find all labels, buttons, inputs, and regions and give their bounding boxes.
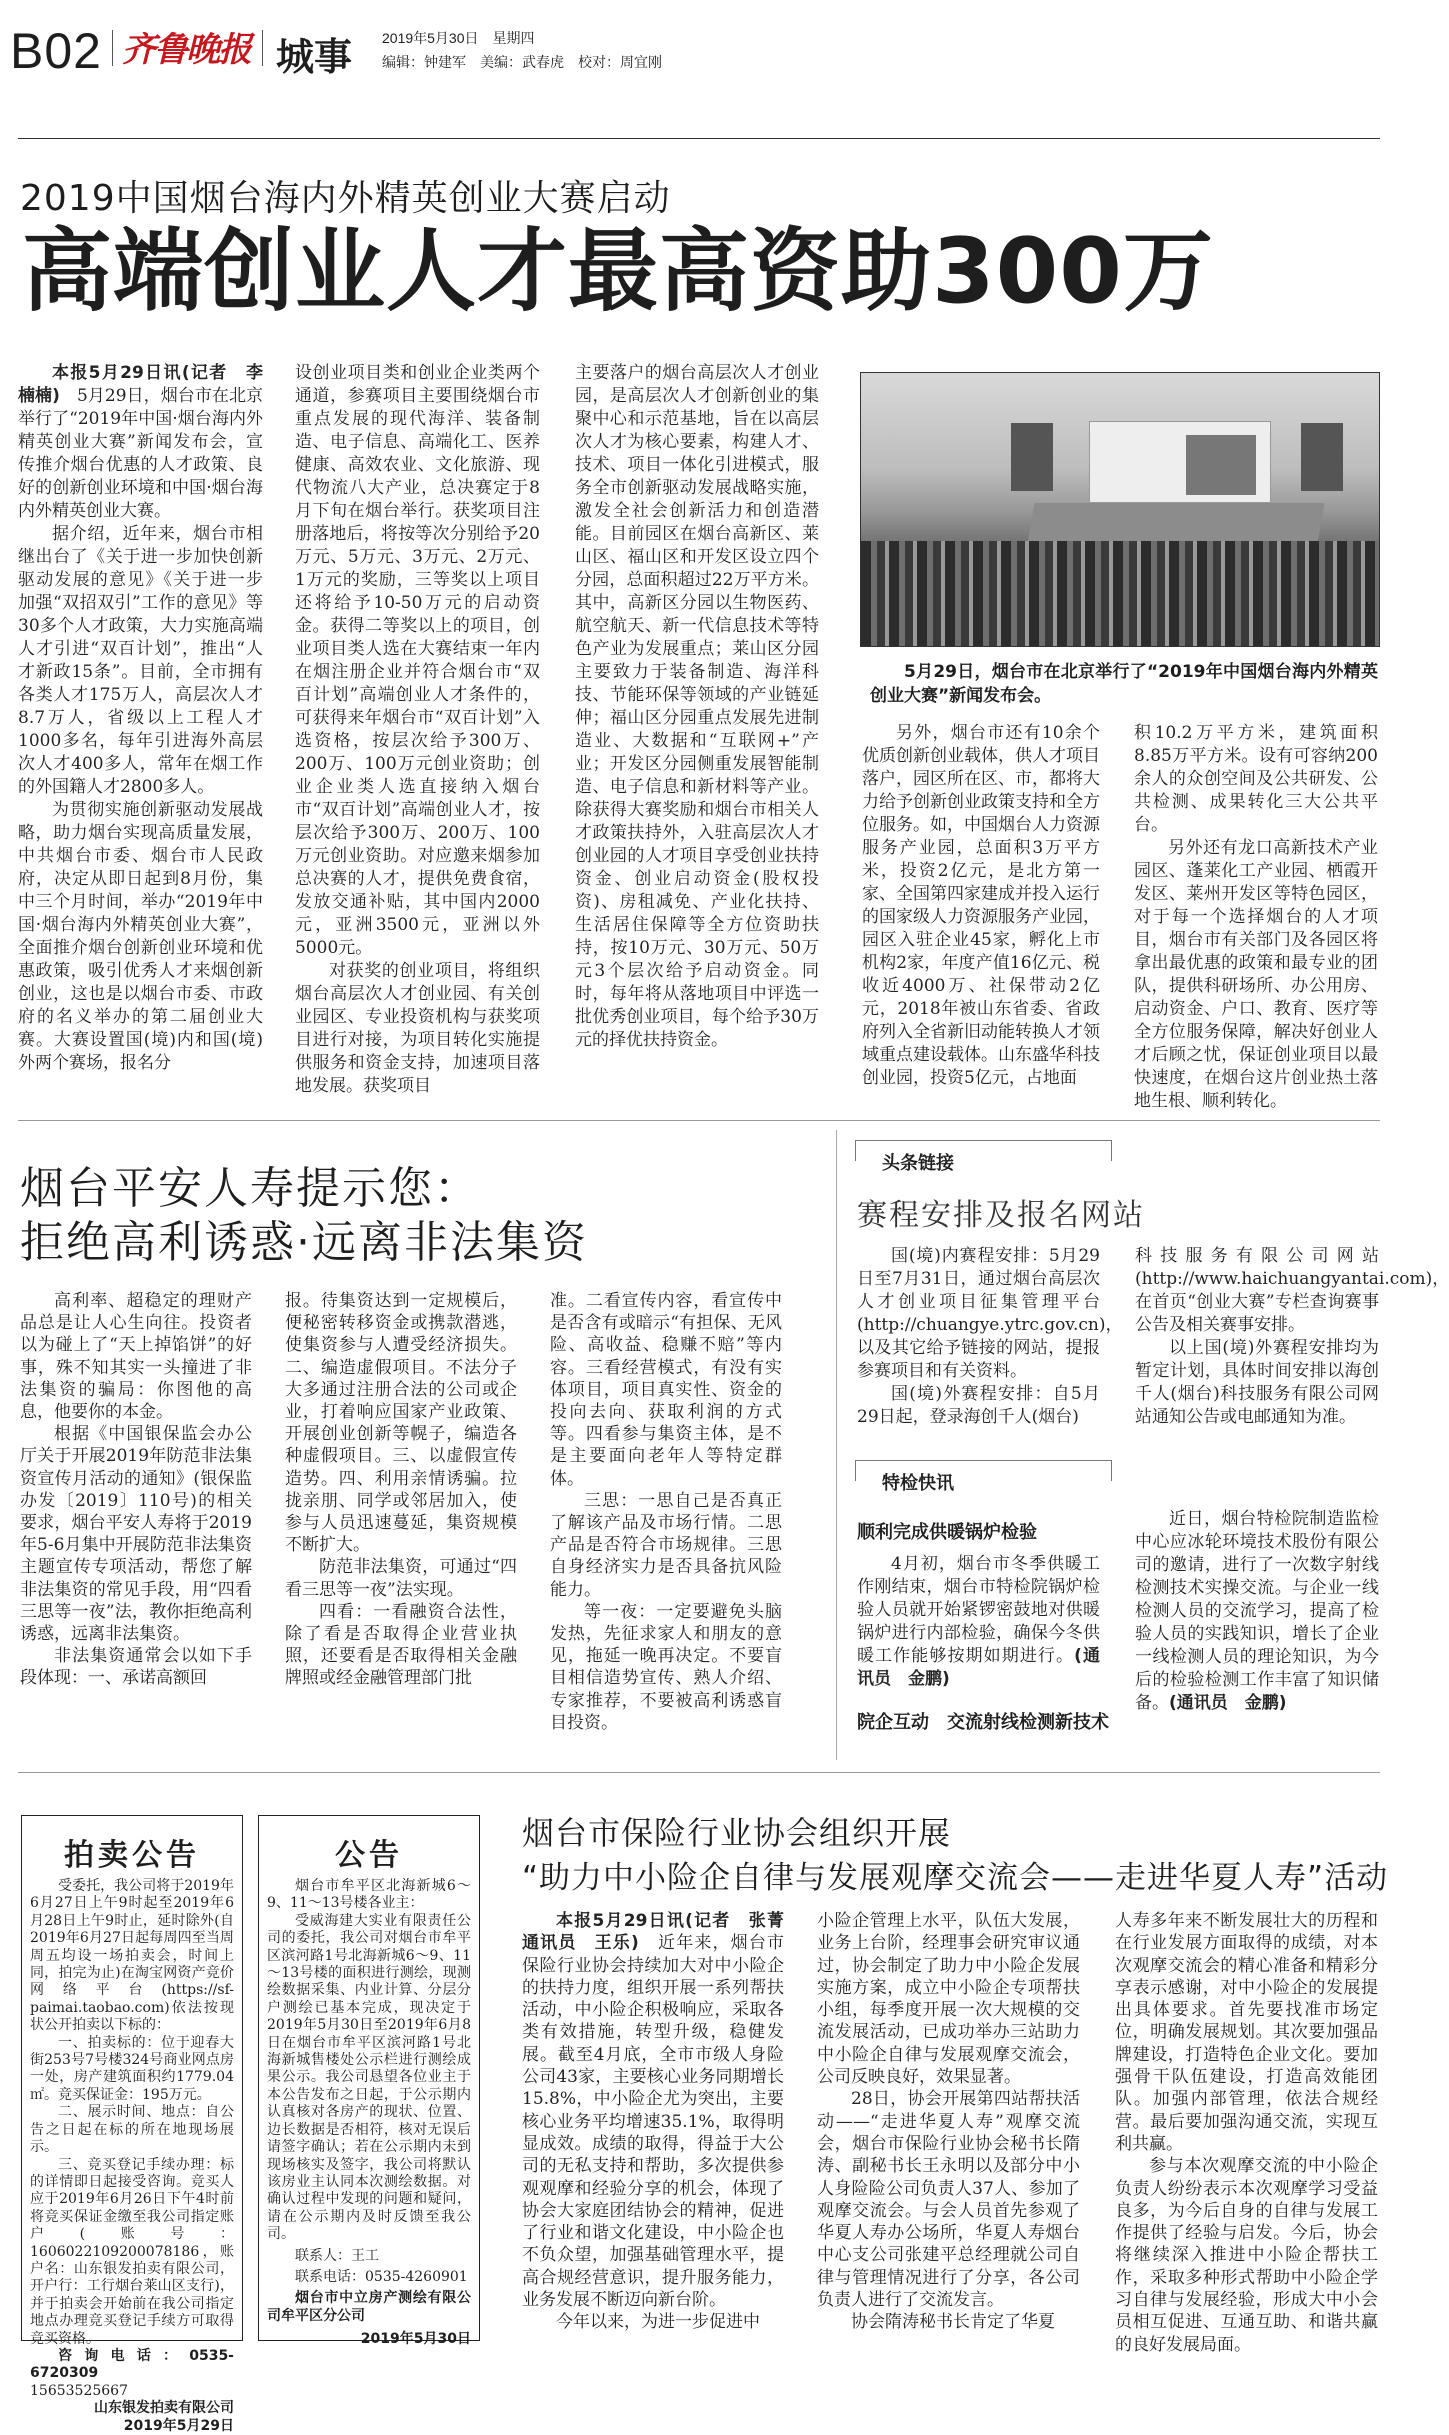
paragraph <box>1135 1508 1379 1715</box>
paragraph: 二、展示时间、地点：自公告之日起在标的所在地现场展示。 <box>30 2104 234 2156</box>
paragraph: 据介绍，近年来，烟台市相继出台了《关于进一步加快创新驱动发展的意见》《关于进一步加强“双招双引”工作的意见》等30多个人才政策，大力实施高端人才引进“双百计划”，推出“人才新政15条”。目前，全市拥有各类人才175万人，高层次人才8.7万人，省级以上工程人才1000多名，每年引进海外高层次人才400多人，常年在烟工作的外国籍人才2800多人。 <box>18 524 263 797</box>
divider <box>262 30 263 66</box>
byline: (通讯员 金鹏) <box>1169 1693 1287 1713</box>
insurance-title-line-1: 烟台市保险行业协会组织开展 <box>522 1814 952 1852</box>
survey-notice <box>258 1815 480 2348</box>
paragraph: 受威海建大实业有限责任公司的委托，我公司对烟台市牟平区滨河路1号北海新城6～9、11～13号楼的面积进行测绘，现测绘数据采集、内业计算、分层分户测绘已基本完成，现决定于2019年5月30日至2019年6月8日在烟台市牟平区滨河路1号北海新城售楼处公示栏进行测绘成果公示。我公司恳望各位业主于本公告发布之日起，于公示期内认真核对各房产的现状、位置、边长数据是否相符，核对无误后请签字确认；若在公示期内未到现场核实及签字，我公司将默认该房业主认同本次测绘数据。对确认过程中发现的问题和疑问，请在公示期内及时反馈至我公司。 <box>267 1912 471 2243</box>
notice-addressee: 烟台市牟平区北海新城6～9、11～13号楼各业主： <box>267 1878 471 1912</box>
paragraph: 协会隋涛秘书长肯定了华夏 <box>851 2312 1055 2333</box>
auction-notice <box>21 1815 243 2434</box>
paragraph <box>18 362 263 523</box>
auction-mobile: 15653525667 <box>30 2382 128 2399</box>
ad-column-2 <box>285 1290 517 1690</box>
paragraph-text: 5月29日，烟台市在北京举行了“2019年中国·烟台海内外精英创业大赛”新闻发布会，宣传推介烟台优惠的人才政策、良好的创新创业环境和中国·烟台海内外精英创业大赛。 <box>18 386 263 521</box>
dateline: 本报5月29日讯(记者 张菁 通讯员 王乐) <box>522 1911 801 1954</box>
paragraph: 另外，烟台市还有10余个优质创新创业载体，供人才项目落户，园区所在区、市，都将大力给予创新创业政策支持和全方位服务。如，中国烟台人力资源服务产业园，总面积3万平方米，投资2亿元，是北方第一家、全国第四家建成并投入运行的国家级人力资源服务产业园，园区入驻企业45家，孵化上市机构2家，年度产值16亿元、税收近4000万、社保带动2亿元，2018年被山东省委、省政府列入全省新旧动能转换人才领域重点建设载体。山东盛华科技创业园，投资5亿元，占地面 <box>862 723 1100 1088</box>
auction-notice-title: 拍卖公告 <box>64 1838 200 1873</box>
divider <box>112 30 113 66</box>
paragraph: 受委托，我公司将于2019年6月27日上午9时起至2019年6月28日上午9时止，延时除外(自2019年6月27日起每周四至当周周五均设一场拍卖会，时间上同，拍完为止)在淘宝网资产竞价网络平台(https://sf-paimai.taobao.com)依法按现状公开拍卖以下标的： <box>30 1878 234 2034</box>
lead-article-column-2 <box>295 362 540 1098</box>
paragraph: 准。二看宣传内容，看宣传中是否含有或暗示“有担保、无风险、高收益、稳赚不赔”等内容。三看经营模式，有没有实体项目，项目真实性、资金的投向去向、获取利润的方式等。四看参与集资主体，是不是主要面向老年人等特定群体。 <box>550 1291 782 1489</box>
dateline: 本报5月29日讯(记者 李楠楠) <box>18 363 263 406</box>
inspection-headline-1: 顺利完成供暖锅炉检验 <box>857 1522 1037 1543</box>
paragraph: 主要落户的烟台高层次人才创业园，是高层次人才创新创业的集聚中心和示范基地，旨在以高层次人才为核心要素，构建人才、技术、项目一体化引进模式，服务全市创新驱动发展战略实施，激发全社会创新活力和创造潜能。目前园区在烟台高新区、莱山区、福山区和开发区设立四个分园，总面积超过22万平方米。其中，高新区分园以生物医药、航空航天、新一代信息技术等特色产业为发展重点；莱山区分园主要致力于装备制造、海洋科技、节能环保等领域的产业链延伸；福山区分园重点发展先进制造业、大数据和“互联网+”产业；开发区分园侧重发展智能制造、电子信息和新材料等产业。除获得大赛奖励和烟台市相关人才政策扶持外，入驻高层次人才创业园的人才项目享受创业扶持资金、创业启动资金(股权投资)、房租减免、产业化扶持、生活居住保障等全方位资助扶持，按10万元、30万元、50万元3个层次给予启动资金。同时，每年将从落地项目中评选一批优秀创业项目，每个给予30万元的择优扶持资金。 <box>575 363 819 1050</box>
survey-company: 烟台市中立房产测绘有限公司牟平区分公司 <box>267 2290 471 2324</box>
newspaper-logo: 齐鲁晚报 <box>122 30 250 70</box>
insurance-column-3 <box>1115 1910 1378 2356</box>
page-number: B02 <box>10 23 102 79</box>
paragraph-text: 近年来，烟台市保险行业协会持续加大对中小险企的扶持力度，组织开展一系列帮扶活动，中小险企积极响应，采取各类有效措施，转型升级，稳健发展。截至4月底，全市市级人身险公司43家，主要核心业务同期增长15.8%，中小险企尤为突出，主要核心业务平均增速35.1%，取得明显成效。成绩的取得，得益于大公司的无私支持和帮助，多次提供参观观摩和经验分享的机会，体现了协会大家庭团结协会的精神，促进了行业和谐文化建设，中小险企也不负众望，加强基础管理水平，提高合规经营意识，提升服务能力，业务发展不断迈向新台阶。 <box>522 1933 785 2311</box>
paragraph: 防范非法集资，可通过“四看三思等一夜”法实现。 <box>285 1557 517 1600</box>
photo-caption: 5月29日，烟台市在北京举行了“2019年中国烟台海内外精英创业大赛”新闻发布会。 <box>870 662 1378 706</box>
paragraph: 设创业项目类和创业企业类两个通道，参赛项目主要围绕烟台市重点发展的现代海洋、装备制造、电子信息、高端化工、医养健康、高效农业、文化旅游、现代物流八大产业，总决赛定于8月下旬在烟台举行。获奖项目注册落地后，将按等次分别给予20万元、5万元、3万元、2万元、1万元的奖励，三等奖以上项目还将给予10-50万元的启动资金。获得二等奖以上的项目，创业项目类人选在大赛结束一年内在烟注册企业并符合烟台市“双百计划”高端创业人才条件的，可获得来年烟台市“双百计划”入选资格，按层次给予300万、200万、100万元创业资助；创业企业类人选直接纳入烟台市“双百计划”高端创业人才，按层次给予300万、200万、100万元创业资助。对应邀来烟参加总决赛的人才，提供免费食宿，发放交通补贴，其中国内2000元，亚洲3500元，亚洲以外5000元。 <box>295 363 540 958</box>
paragraph <box>857 1553 1100 1691</box>
paragraph: 人寿多年来不断发展壮大的历程和在行业发展方面取得的成绩，对本次观摩交流会的精心准备和精彩分享表示感谢，对中小险企的发展提出具体要求。首先要找准市场定位，明确发展规划。其次要加强品牌建设，打造特色企业文化。要加强骨干队伍建设，打造高效能团队。加强内部管理，依法合规经营。最后要加强沟通交流，实现互利共赢。 <box>1115 1911 1378 2154</box>
paragraph: 三、竞买登记手续办理：标的详情即日起接受咨询。竞买人应于2019年6月26日下午4时前将竞买保证金缴至我公司指定账户(账号：1606022109200078186，账户名：山东银发拍卖有限公司，开户行：工行烟台莱山区支行)，并于拍卖会开始前在我公司指定地点办理竞买登记手续方可取得竞买资格。 <box>30 2156 234 2347</box>
paragraph: 三思：一思自己是否真正了解该产品及市场行情。二思产品是否符合市场规律。三思自身经济实力是否具备抗风险能力。 <box>550 1490 782 1600</box>
paragraph: 对获奖的创业项目，将组织烟台高层次人才创业园、有关创业园区、专业投资机构与获奖项目进行对接，为项目转化实施提供服务和资金支持，加速项目落地发展。获奖项目 <box>295 961 540 1096</box>
lead-article-column-5 <box>1134 722 1378 1113</box>
insurance-column-2 <box>817 1910 1080 2334</box>
paragraph: 小险企管理上水平，队伍大发展，业务上台阶，经理事会研究审议通过，协会制定了助力中小险企发展实施方案，成立中小险企专项帮扶小组，每季度开展一次大规模的交流发展活动，已成功举办三站助力中小险企自律与发展观摩交流会，公司反映良好，效果显著。 <box>817 1911 1080 2088</box>
auction-phone: 咨询电话：0535-6720309 <box>30 2347 234 2382</box>
sidebar-column-1 <box>857 1245 1123 1429</box>
paragraph: 另外还有龙口高新技术产业园区、蓬莱化工产业园、栖霞开发区、莱州开发区等特色园区，对于每一个选择烟台的人才项目，烟台市有关部门及各园区将拿出最优惠的政策和最专业的团队，提供科研场所、办公用房、启动资金、户口、教育、医疗等全方位服务保障，解决好创业人才后顾之忧，保证创业项目以最快速度，在烟台这片创业热土落地生根、顺利转化。 <box>1134 838 1378 1111</box>
issue-date: 2019年5月30日 星期四 <box>382 30 535 46</box>
insurance-title-line-2: “助力中小险企自律与发展观摩交流会——走进华夏人寿”活动 <box>522 1860 1389 1896</box>
auction-date: 2019年5月29日 <box>123 2417 234 2434</box>
paragraph: 参与本次观摩交流的中小险企负责人纷纷表示本次观摩学习受益良多，为今后自身的自律与发展工作提供了经验与启发。今后，协会将继续深入推进中小险企帮扶工作，采取多种形式帮助中小险企学习自律与发展经验，形成大中小会员相互促进、互通互助、和谐共赢的良好发展局面。 <box>1115 2156 1378 2355</box>
paragraph: 根据《中国银保监会办公厅关于开展2019年防范非法集资宣传月活动的通知》(银保监办发〔2019〕110号)的相关要求，烟台平安人寿将于2019年5-6月集中开展防范非法集资主题宣传专项活动，帮您了解非法集资的常见手段，用“四看三思等一夜”法，教你拒绝高利诱惑，远离非法集资。 <box>20 1424 252 1645</box>
sidebar-label-box <box>855 1140 1112 1174</box>
paragraph: 非法集资通常会以如下手段体现：一、承诺高额回 <box>20 1646 252 1689</box>
section-rule <box>18 1772 1380 1773</box>
survey-notice-title: 公告 <box>335 1838 403 1873</box>
photo-banner <box>1011 423 1053 491</box>
paragraph: 四看：一看融资合法性，除了看是否取得企业营业执照，还要看是否取得相关金融牌照或经金融管理部门批 <box>285 1601 517 1689</box>
paragraph <box>522 1910 801 2311</box>
photo-banner <box>1301 423 1343 491</box>
byline: (通讯员 金鹏) <box>857 1646 1100 1689</box>
paragraph: 国(境)外赛程安排：自5月29日起，登录海创千人(烟台) <box>857 1384 1100 1427</box>
paragraph: 为贯彻实施创新驱动发展战略，助力烟台实现高质量发展，中共烟台市委、烟台市人民政府，决定从即日起到8月份，集中三个月时间，举办“2019年中国·烟台海内外精英创业大赛”，全面推介烟台创新创业环境和优惠政策，吸引优秀人才来烟创新创业，这也是以烟台市委、市政府的名义举办的第二届创业大赛。大赛设置国(境)内和国(境)外两个赛场，报名分 <box>18 800 263 1073</box>
paragraph: 报。待集资达到一定规模后，便秘密转移资金或携款潜逃，使集资参与人遭受经济损失。二、编造虚假项目。不法分子大多通过注册合法的公司或企业，打着响应国家产业政策、开展创业创新等幌子，编造各种虚假项目。三、以虚假宣传造势。四、利用亲情诱骗。拉拢亲朋、同学或邻居加入，使参与人员迅速蔓延，集资规模不断扩大。 <box>285 1291 517 1556</box>
photo-stage <box>1027 503 1324 543</box>
sidebar-label: 头条链接 <box>874 1149 962 1175</box>
paragraph: 28日，协会开展第四站帮扶活动——“走进华夏人寿”观摩交流会，烟台市保险行业协会秘书长隋涛、副秘书长王永明以及部分中小人身险险公司负责人37人、参加了观摩交流会。与会人员首先参观了华夏人寿办公场所，华夏人寿烟台中心支公司张建平总经理就公司自律与管理情况进行了分享，各公司负责人进行了交流发言。 <box>817 2089 1080 2311</box>
contact-person: 联系人：王工 <box>295 2247 379 2264</box>
paragraph: 积10.2万平方米，建筑面积8.85万平方米。设有可容纳200余人的众创空间及公共研发、公共检测、成果转化三大公共平台。 <box>1134 723 1378 835</box>
lead-article-column-1 <box>18 362 263 1075</box>
column-divider <box>836 1130 837 1760</box>
ad-title-line-1: 烟台平安人寿提示您： <box>20 1163 480 1214</box>
paragraph: 一、拍卖标的：位于迎春大街253号7号楼324号商业网点房一处，房产建筑面积约1779.04㎡。竞买保证金：195万元。 <box>30 2034 234 2103</box>
contact-phone: 联系电话：0535-4260901 <box>295 2268 468 2285</box>
paragraph: 国(境)内赛程安排：5月29日至7月31日，通过烟台高层次人才创业项目征集管理平台(http://chuangye.ytrc.gov.cn)，以及其它给予链接的网站，提报参赛项目和有关资料。 <box>857 1246 1123 1381</box>
sidebar-title: 赛程安排及报名网站 <box>857 1198 1145 1233</box>
photo-screen-image <box>1186 435 1256 495</box>
lead-subheadline: 2019中国烟台海内外精英创业大赛启动 <box>20 178 671 219</box>
inspection-label-box <box>855 1460 1112 1494</box>
inspection-body-2 <box>1135 1508 1379 1715</box>
ad-column-1 <box>20 1290 252 1690</box>
insurance-column-1 <box>522 1910 801 2334</box>
inspection-headline-2: 院企互动 交流射线检测新技术 <box>857 1712 1109 1733</box>
section-name: 城事 <box>276 35 353 79</box>
ad-column-3 <box>550 1290 782 1734</box>
paragraph: 以上国(境)外赛程安排均为暂定计划，具体时间安排以海创千人(烟台)科技服务有限公司网站通知公告或电邮通知为准。 <box>1135 1338 1379 1427</box>
header-rule <box>18 138 1380 139</box>
lead-article-column-4 <box>862 722 1100 1090</box>
paragraph: 等一夜：一定要避免头脑发热，先征求家人和朋友的意见，拖延一晚再决定。不要盲目相信造势宣传、熟人介绍、专家推荐，不要被高利诱惑盲目投资。 <box>550 1601 782 1733</box>
inspection-body-1 <box>857 1553 1100 1691</box>
inspection-label: 特检快讯 <box>874 1469 962 1495</box>
editor-credits: 编辑：钟建军 美编：武春虎 校对：周宜刚 <box>382 54 662 70</box>
lead-headline: 高端创业人才最高资助300万 <box>22 219 1214 324</box>
auction-company: 山东银发拍卖有限公司 <box>94 2400 234 2417</box>
paragraph-text: 4月初，烟台市冬季供暖工作刚结束，烟台市特检院锅炉检验人员就开始紧锣密鼓地对供暖锅炉进行内部检验，确保今冬供暖工作能够按期如期进行。 <box>857 1554 1100 1666</box>
lead-article-column-3 <box>575 362 819 1052</box>
survey-date: 2019年5月30日 <box>360 2331 471 2348</box>
press-conference-photo <box>860 372 1380 647</box>
sidebar-column-2 <box>1135 1245 1449 1429</box>
paragraph: 高利率、超稳定的理财产品总是让人心生向往。投资者以为碰上了“天上掉馅饼”的好事，殊不知其实一头撞进了非法集资的骗局：你图他的高息，他要你的本金。 <box>20 1291 252 1423</box>
ad-title-line-2: 拒绝高利诱惑·远离非法集资 <box>20 1217 588 1268</box>
paragraph-text: 近日，烟台特检院制造监检中心应冰轮环境技术股份有限公司的邀请，进行了一次数字射线检测技术实操交流。与企业一线检测人员的交流学习，提高了检验人员的实践知识，增长了企业一线检测人员的理论知识，为今后的检验检测工作丰富了知识储备。 <box>1135 1509 1379 1713</box>
paragraph: 今年以来，为进一步促进中 <box>556 2312 760 2333</box>
paragraph: 科技服务有限公司网站(http://www.haichuangyantai.com)，在首页“创业大赛”专栏查询赛事公告及相关赛事安排。 <box>1135 1246 1449 1335</box>
section-rule <box>18 1120 1380 1121</box>
photo-audience <box>861 541 1379 646</box>
